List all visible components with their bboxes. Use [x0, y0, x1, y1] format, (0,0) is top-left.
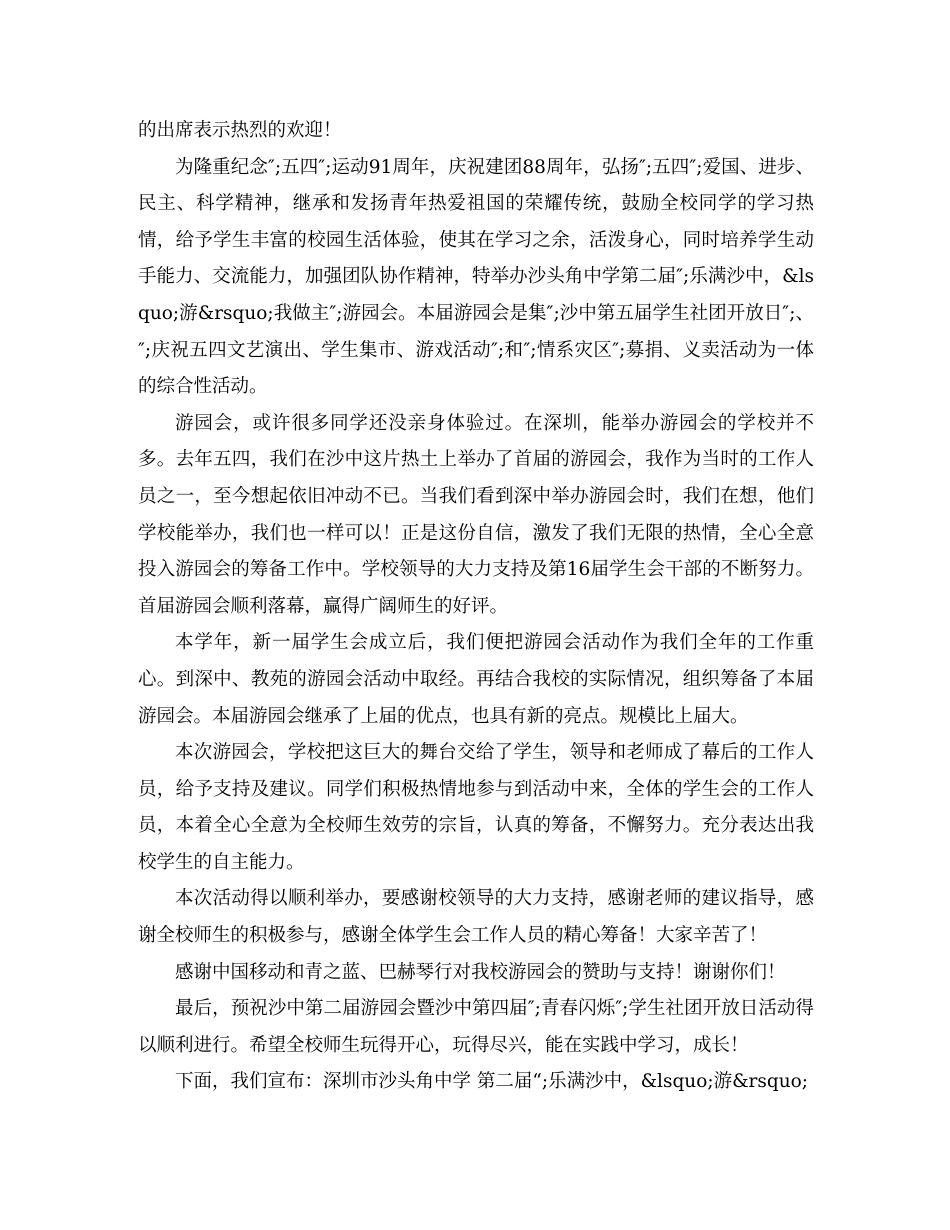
- paragraph-announcement: 下面，我们宣布：深圳市沙头角中学 第二届“;乐满沙中，&lsquo;游&rsquo;: [175, 1071, 809, 1093]
- paragraph-wishes: 最后，预祝沙中第二届游园会暨沙中第四届″;青春闪烁″;学生社团开放日活动得以顺利进行。希望全校师生玩得开心，玩得尽兴，能在实践中学习，成长！: [138, 998, 814, 1056]
- paragraph-welcome-end: 的出席表示热烈的欢迎！: [138, 120, 342, 141]
- document-body: [138, 113, 814, 1101]
- paragraph-event-intro: 为隆重纪念″;五四″;运动91周年，庆祝建团88周年，弘扬″;五四″;爱国、进步、民主、科学精神，继承和发扬青年热爱祖国的荣耀传统，鼓励全校同学的学习热情，给予学生丰富的校园生活体验，使其在学习之余，活泼身心，同时培养学生动手能力、交流能力，加强团队协作精神，特举办沙头角中学第二届″;乐满沙中，&lsquo;游&rsquo;我做主″;游园会。本届游园会是集″;沙中第五届学生社团开放日″;、″;庆祝五四文艺演出、学生集市、游戏活动″;和″;情系灾区″;募捐、义卖活动为一体的综合性活动。: [138, 156, 814, 398]
- paragraph-student-role: 本次游园会，学校把这巨大的舞台交给了学生，领导和老师成了幕后的工作人员，给予支持及建议。同学们积极热情地参与到活动中来，全体的学生会的工作人员，本着全心全意为全校师生效劳的宗旨，认真的筹备，不懈努力。充分表达出我校学生的自主能力。: [138, 742, 814, 873]
- paragraph-thanks: 本次活动得以顺利举办，要感谢校领导的大力支持，感谢老师的建议指导，感谢全校师生的积极参与，感谢全体学生会工作人员的精心筹备！大家辛苦了！: [138, 888, 814, 947]
- paragraph-history: 游园会，或许很多同学还没亲身体验过。在深圳，能举办游园会的学校并不多。去年五四，我们在沙中这片热土上举办了首届的游园会，我作为当时的工作人员之一，至今想起依旧冲动不已。当我们看到深中举办游园会时，我们在想，他们学校能举办，我们也一样可以！正是这份自信，激发了我们无限的热情，全心全意投入游园会的筹备工作中。学校领导的大力支持及第16届学生会干部的不断努力。首届游园会顺利落幕，赢得广阔师生的好评。: [138, 412, 814, 617]
- paragraph-this-year: 本学年，新一届学生会成立后，我们便把游园会活动作为我们全年的工作重心。到深中、教苑的游园会活动中取经。再结合我校的实际情况，组织筹备了本届游园会。本届游园会继承了上届的优点，也具有新的亮点。规模比上届大。: [138, 632, 814, 727]
- paragraph-sponsors: 感谢中国移动和青之蓝、巴赫琴行对我校游园会的赞助与支持！谢谢你们！: [175, 961, 786, 983]
